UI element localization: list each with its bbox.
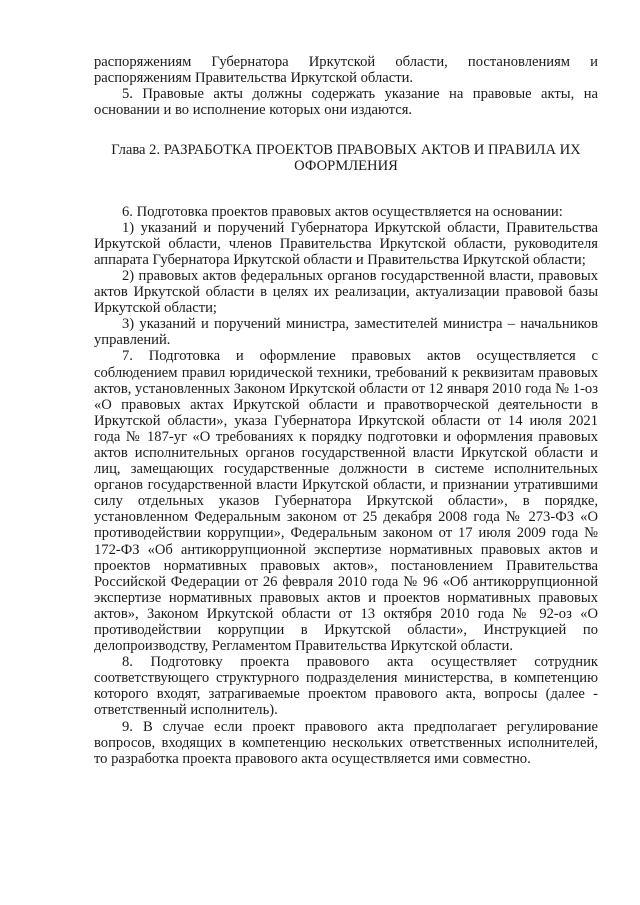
paragraph-8: 8. Подготовку проекта правового акта осуществляет сотрудник соответствующего структурного подразделения министерства, в компетенцию которого входят, затрагиваемые проектом правового акта, вопросы (далее - ответственный исполнитель).: [94, 654, 598, 719]
document-page: [94, 54, 598, 767]
paragraph-7: 7. Подготовка и оформление правовых актов осуществляется с соблюдением правил юридической техники, требований к реквизитам правовых актов, установленных Законом Иркутской области от 12 января 2010 года № 1-оз «О правовых актах Иркутской области и правотворческой деятельности в Иркутской области», указа Губернатора Иркутской области от 14 июля 2021 года № 187-уг «О требованиях к порядку подготовки и оформления правовых актов исполнительных органов государственной власти Иркутской области и лиц, замещающих государственные должности в системе исполнительных органов государственной власти Иркутской области, и признании утратившими силу отдельных указов Губернатора Иркутской области», в порядке, установленном Федеральным законом от 25 декабря 2008 года № 273-ФЗ «О противодействии коррупции», Федеральным законом от 17 июля 2009 года № 172-ФЗ «Об антикоррупционной экспертизе нормативных правовых актов и проектов нормативных правовых актов», постановлением Правительства Российской Федерации от 26 февраля 2010 года № 96 «Об антикоррупционной экспертизе нормативных правовых актов и проектов нормативных правовых актов», Законом Иркутской области от 13 октября 2010 года № 92-оз «О противодействии коррупции в Иркутской области», Инструкцией по делопроизводству, Регламентом Правительства Иркутской области.: [94, 348, 598, 655]
chapter-heading: Глава 2. РАЗРАБОТКА ПРОЕКТОВ ПРАВОВЫХ АКТОВ И ПРАВИЛА ИХ ОФОРМЛЕНИЯ: [111, 142, 581, 175]
paragraph-6-item-1: 1) указаний и поручений Губернатора Иркутской области, Правительства Иркутской области, членов Правительства Иркутской области, руководителя аппарата Губернатора Иркутской области и Правительства Иркутской области;: [94, 219, 598, 268]
paragraph-6: 6. Подготовка проектов правовых актов осуществляется на основании:: [122, 203, 563, 220]
paragraph-6-item-3: 3) указаний и поручений министра, заместителей министра – начальников управлений.: [94, 316, 598, 349]
paragraph-9: 9. В случае если проект правового акта предполагает регулирование вопросов, входящих в компетенцию нескольких ответственных исполнителей, то разработка проекта правового акта осуществляется ими совместно.: [94, 718, 598, 767]
paragraph-5: 5. Правовые акты должны содержать указание на правовые акты, на основании и во исполнение которых они издаются.: [94, 86, 598, 119]
paragraph-continuation: распоряжениям Губернатора Иркутской области, постановлениям и распоряжениям Правительства Иркутской области.: [94, 54, 598, 87]
paragraph-6-item-2: 2) правовых актов федеральных органов государственной власти, правовых актов Иркутской области в целях их реализации, актуализации правовой базы Иркутской области;: [94, 267, 598, 317]
